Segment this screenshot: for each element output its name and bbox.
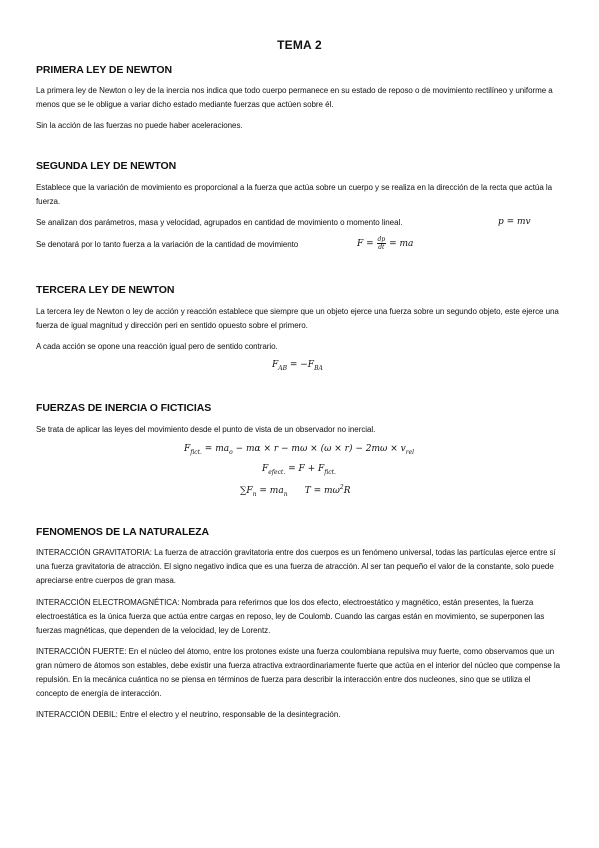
- heading-tercera-ley: TERCERA LEY DE NEWTON: [36, 284, 175, 296]
- equation-effective-force: $F_{efect.} = F + F_{fict.}$: [262, 464, 336, 476]
- text: Entre el electro y el neutrino, responsable de la desintegración.: [117, 710, 341, 719]
- label: INTERACCIÓN DEBIL:: [36, 710, 118, 719]
- paragraph-interaccion-debil: [36, 708, 564, 722]
- equation-fictitious-force: $F_{fict.} = ma_o - m\alpha \times r - m\omega \times (\omega \times r) - 2m\omega \times v_{rel}$: [184, 444, 415, 456]
- heading-fenomenos: FENOMENOS DE LA NATURALEZA: [36, 526, 209, 538]
- paragraph-interaccion-gravitatoria: [36, 546, 564, 588]
- equation-action-reaction: $F_{AB} = -F_{BA}$: [272, 360, 323, 372]
- equation-centripetal: $\sum F_n = ma_n$ $T = m\omega^2R$: [240, 484, 351, 498]
- label: INTERACCIÓN ELECTROMAGNÉTICA:: [36, 598, 180, 607]
- text: La fuerza de atracción gravitatoria entre dos cuerpos es un fenómeno universal, todas las partículas ejerce entre sí una fuerza gravitatoria de atracción. El signo negativo indica que es una fuerza de atracción. Al ser tan pequeño el valor de la constante, solo puede apreciarse entre cuerpos de gran masa.: [36, 548, 556, 585]
- paragraph: La tercera ley de Newton o ley de acción y reacción establece que siempre que un objeto ejerce una fuerza sobre un segundo objeto, este ejerce una fuerza de igual magnitud y dirección peri en sentido opuesto sobre el primero.: [36, 307, 559, 330]
- label: INTERACCIÓN GRAVITATORIA:: [36, 548, 152, 557]
- paragraph-interaccion-fuerte: [36, 645, 564, 701]
- paragraph: Se denotará por lo tanto fuerza a la variación de la cantidad de movimiento: [36, 240, 299, 249]
- paragraph: Se analizan dos parámetros, masa y velocidad, agrupados en cantidad de movimiento o momento lineal.: [36, 218, 403, 227]
- paragraph: Sin la acción de las fuerzas no puede haber aceleraciones.: [36, 121, 243, 130]
- heading-primera-ley: PRIMERA LEY DE NEWTON: [36, 64, 172, 76]
- page-title: TEMA 2: [277, 38, 322, 52]
- paragraph: La primera ley de Newton o ley de la inercia nos indica que todo cuerpo permanece en su estado de reposo o de movimiento rectilíneo y uniforme a menos que se le obligue a variar dicho estado mediante fuerzas que actúen sobre él.: [36, 86, 553, 109]
- paragraph: A cada acción se opone una reacción igual pero de sentido contrario.: [36, 342, 278, 351]
- heading-segunda-ley: SEGUNDA LEY DE NEWTON: [36, 160, 177, 172]
- text: Nombrada para referirnos que los dos efecto, electroestático y magnético, están presentes, la fuerza electroestática es la única fuerza que actúa entre cargas en reposo, ley de Coulomb. Cuando las cargas están en movimiento, se superponen las fuerzas magnéticas, que dependen de la velocidad, ley de Lorentz.: [36, 598, 545, 635]
- equation-momentum: p = mv: [498, 217, 531, 227]
- label: INTERACCIÓN FUERTE:: [36, 647, 127, 656]
- heading-fuerzas-inercia: FUERZAS DE INERCIA O FICTICIAS: [36, 402, 212, 414]
- paragraph-interaccion-electromagnetica: [36, 596, 564, 638]
- text: En el núcleo del átomo, entre los protones existe una fuerza coulombiana repulsiva muy fuerte, como observamos que un gran número de átomos son estables, debe existir una fuerza atractiva extraordinariamente fuerte que actúa en el interior del núcleo que compense la repulsión. En la mecánica cuántica no se piensa en términos de fuerza para describir la interacción entre dos nucleones, sino que se utiliza el concepto de energía de interacción.: [36, 647, 561, 698]
- equation-force: F = $\frac{dp}{dt}$ = ma: [357, 236, 414, 251]
- paragraph: Establece que la variación de movimiento es proporcional a la fuerza que actúa sobre un cuerpo y se realiza en la dirección de la recta que actúa la fuerza.: [36, 183, 553, 206]
- paragraph: Se trata de aplicar las leyes del movimiento desde el punto de vista de un observador no inercial.: [36, 425, 376, 434]
